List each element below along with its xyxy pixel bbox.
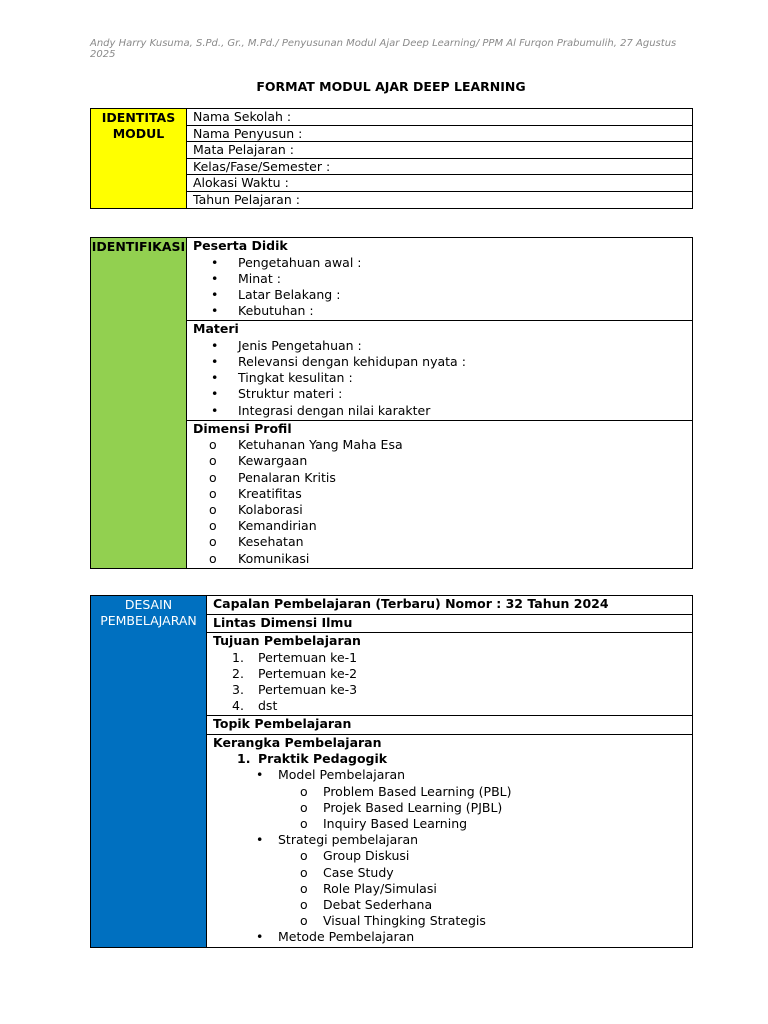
identifikasi-table bbox=[90, 237, 693, 569]
list-item: o Role Play/Simulasi bbox=[300, 880, 437, 896]
capaian-row bbox=[207, 596, 693, 615]
list-item: 1. Pertemuan ke-1 bbox=[232, 649, 358, 665]
bullet-icon: • bbox=[211, 386, 219, 402]
dimensi-profil-section bbox=[187, 420, 693, 568]
list-item: o Visual Thingking Strategis bbox=[300, 913, 486, 929]
desain-label-line2: PEMBELAJARAN bbox=[100, 613, 197, 628]
list-item: o Case Study bbox=[300, 864, 394, 880]
circle-bullet-icon: o bbox=[300, 816, 308, 831]
circle-bullet-icon: o bbox=[300, 864, 308, 880]
document-title: FORMAT MODUL AJAR DEEP LEARNING bbox=[256, 79, 526, 94]
identitas-label bbox=[91, 109, 187, 209]
bullet-icon: • bbox=[211, 402, 219, 418]
list-item: o Kolaborasi bbox=[209, 501, 303, 517]
list-item: o Kreatifitas bbox=[209, 485, 302, 501]
list-number: 2. bbox=[232, 665, 244, 681]
identitas-row: Nama Penyusun : bbox=[187, 125, 693, 142]
dimensi-profil-title: Dimensi Profil bbox=[193, 420, 292, 436]
peserta-didik-title: Peserta Didik bbox=[193, 238, 288, 253]
circle-bullet-icon: o bbox=[300, 799, 308, 815]
circle-bullet-icon: o bbox=[209, 550, 217, 566]
circle-bullet-icon: o bbox=[209, 437, 217, 453]
list-item: 4. dst bbox=[232, 698, 278, 714]
list-item: • Jenis Pengetahuan : bbox=[211, 337, 362, 353]
header-note: Andy Harry Kusuma, S.Pd., Gr., M.Pd./ Penyusunan Modul Ajar Deep Learning/ PPM Al Furqon Prabumulih, 27 Agustus 2025 bbox=[90, 38, 677, 60]
circle-bullet-icon: o bbox=[300, 848, 308, 864]
identitas-row: Tahun Pelajaran : bbox=[187, 191, 693, 208]
kerangka-section bbox=[207, 734, 693, 947]
list-item: o Inquiry Based Learning bbox=[300, 816, 468, 831]
identitas-label-line2: MODUL bbox=[112, 126, 165, 141]
topik-title: Topik Pembelajaran bbox=[213, 716, 352, 732]
list-item: o Penalaran Kritis bbox=[209, 469, 336, 485]
list-item: o Kemandirian bbox=[209, 518, 317, 534]
kerangka-title: Kerangka Pembelajaran bbox=[213, 734, 382, 750]
bullet-icon: • bbox=[256, 767, 264, 783]
circle-bullet-icon: o bbox=[300, 896, 308, 912]
identitas-label-line1: IDENTITAS bbox=[101, 110, 176, 125]
list-item: o Debat Sederhana bbox=[300, 896, 433, 912]
desain-label bbox=[91, 596, 207, 948]
list-item: • Model Pembelajaran bbox=[256, 767, 406, 783]
capaian-title: Capalan Pembelajaran (Terbaru) Nomor : 32 Tahun 2024 bbox=[213, 596, 609, 611]
list-item: o Projek Based Learning (PJBL) bbox=[300, 799, 503, 815]
list-item: o Group Diskusi bbox=[300, 848, 410, 864]
circle-bullet-icon: o bbox=[209, 534, 217, 550]
lintas-title: Lintas Dimensi Ilmu bbox=[213, 614, 353, 630]
list-item: • Pengetahuan awal : bbox=[211, 254, 362, 270]
identitas-modul-table bbox=[90, 108, 693, 209]
list-item: o Problem Based Learning (PBL) bbox=[300, 783, 512, 799]
bullet-icon: • bbox=[256, 929, 264, 945]
list-item: • Tingkat kesulitan : bbox=[211, 370, 353, 386]
circle-bullet-icon: o bbox=[209, 469, 217, 485]
circle-bullet-icon: o bbox=[209, 501, 217, 517]
bullet-icon: • bbox=[211, 254, 219, 270]
bullet-icon: • bbox=[211, 370, 219, 386]
materi-section bbox=[187, 321, 693, 420]
lintas-row bbox=[207, 614, 693, 633]
list-item: • Kebutuhan : bbox=[211, 303, 314, 319]
circle-bullet-icon: o bbox=[300, 783, 308, 799]
peserta-didik-section bbox=[187, 238, 693, 321]
identitas-row: Nama Sekolah : bbox=[187, 109, 693, 126]
bullet-icon: • bbox=[211, 303, 219, 319]
list-item: • Metode Pembelajaran bbox=[256, 929, 415, 945]
identifikasi-label: IDENTIFIKASI bbox=[91, 238, 187, 569]
circle-bullet-icon: o bbox=[209, 485, 217, 501]
bullet-icon: • bbox=[211, 270, 219, 286]
identitas-row: Mata Pelajaran : bbox=[187, 142, 693, 159]
topik-row bbox=[207, 716, 693, 735]
bullet-icon: • bbox=[256, 832, 264, 848]
desain-label-line1: DESAIN bbox=[124, 597, 173, 612]
materi-title: Materi bbox=[193, 321, 239, 337]
list-item: • Minat : bbox=[211, 270, 281, 286]
circle-bullet-icon: o bbox=[209, 453, 217, 469]
tujuan-title: Tujuan Pembelajaran bbox=[213, 633, 361, 648]
bullet-icon: • bbox=[211, 337, 219, 353]
list-item: • Strategi pembelajaran bbox=[256, 832, 419, 848]
list-number: 1. bbox=[237, 751, 251, 767]
circle-bullet-icon: o bbox=[300, 880, 308, 896]
list-item: 1. Praktik Pedagogik bbox=[237, 751, 388, 767]
list-item: 3. Pertemuan ke-3 bbox=[232, 681, 358, 697]
list-item: o Kesehatan bbox=[209, 534, 304, 550]
bullet-icon: • bbox=[211, 353, 219, 369]
list-number: 4. bbox=[232, 698, 244, 714]
list-item: • Struktur materi : bbox=[211, 386, 343, 402]
list-item: o Kewargaan bbox=[209, 453, 308, 469]
list-item: o Komunikasi bbox=[209, 550, 310, 566]
bullet-icon: • bbox=[211, 286, 219, 302]
list-item: • Integrasi dengan nilai karakter bbox=[211, 402, 431, 418]
circle-bullet-icon: o bbox=[209, 518, 217, 534]
list-number: 3. bbox=[232, 681, 244, 697]
list-number: 1. bbox=[232, 649, 244, 665]
list-item: 2. Pertemuan ke-2 bbox=[232, 665, 358, 681]
list-item: • Relevansi dengan kehidupan nyata : bbox=[211, 353, 466, 369]
desain-pembelajaran-table bbox=[90, 595, 693, 948]
list-item: • Latar Belakang : bbox=[211, 286, 341, 302]
list-item: o Ketuhanan Yang Maha Esa bbox=[209, 437, 403, 453]
circle-bullet-icon: o bbox=[300, 913, 308, 929]
identitas-row: Kelas/Fase/Semester : bbox=[187, 158, 693, 175]
tujuan-section bbox=[207, 633, 693, 716]
identitas-row: Alokasi Waktu : bbox=[187, 175, 693, 192]
